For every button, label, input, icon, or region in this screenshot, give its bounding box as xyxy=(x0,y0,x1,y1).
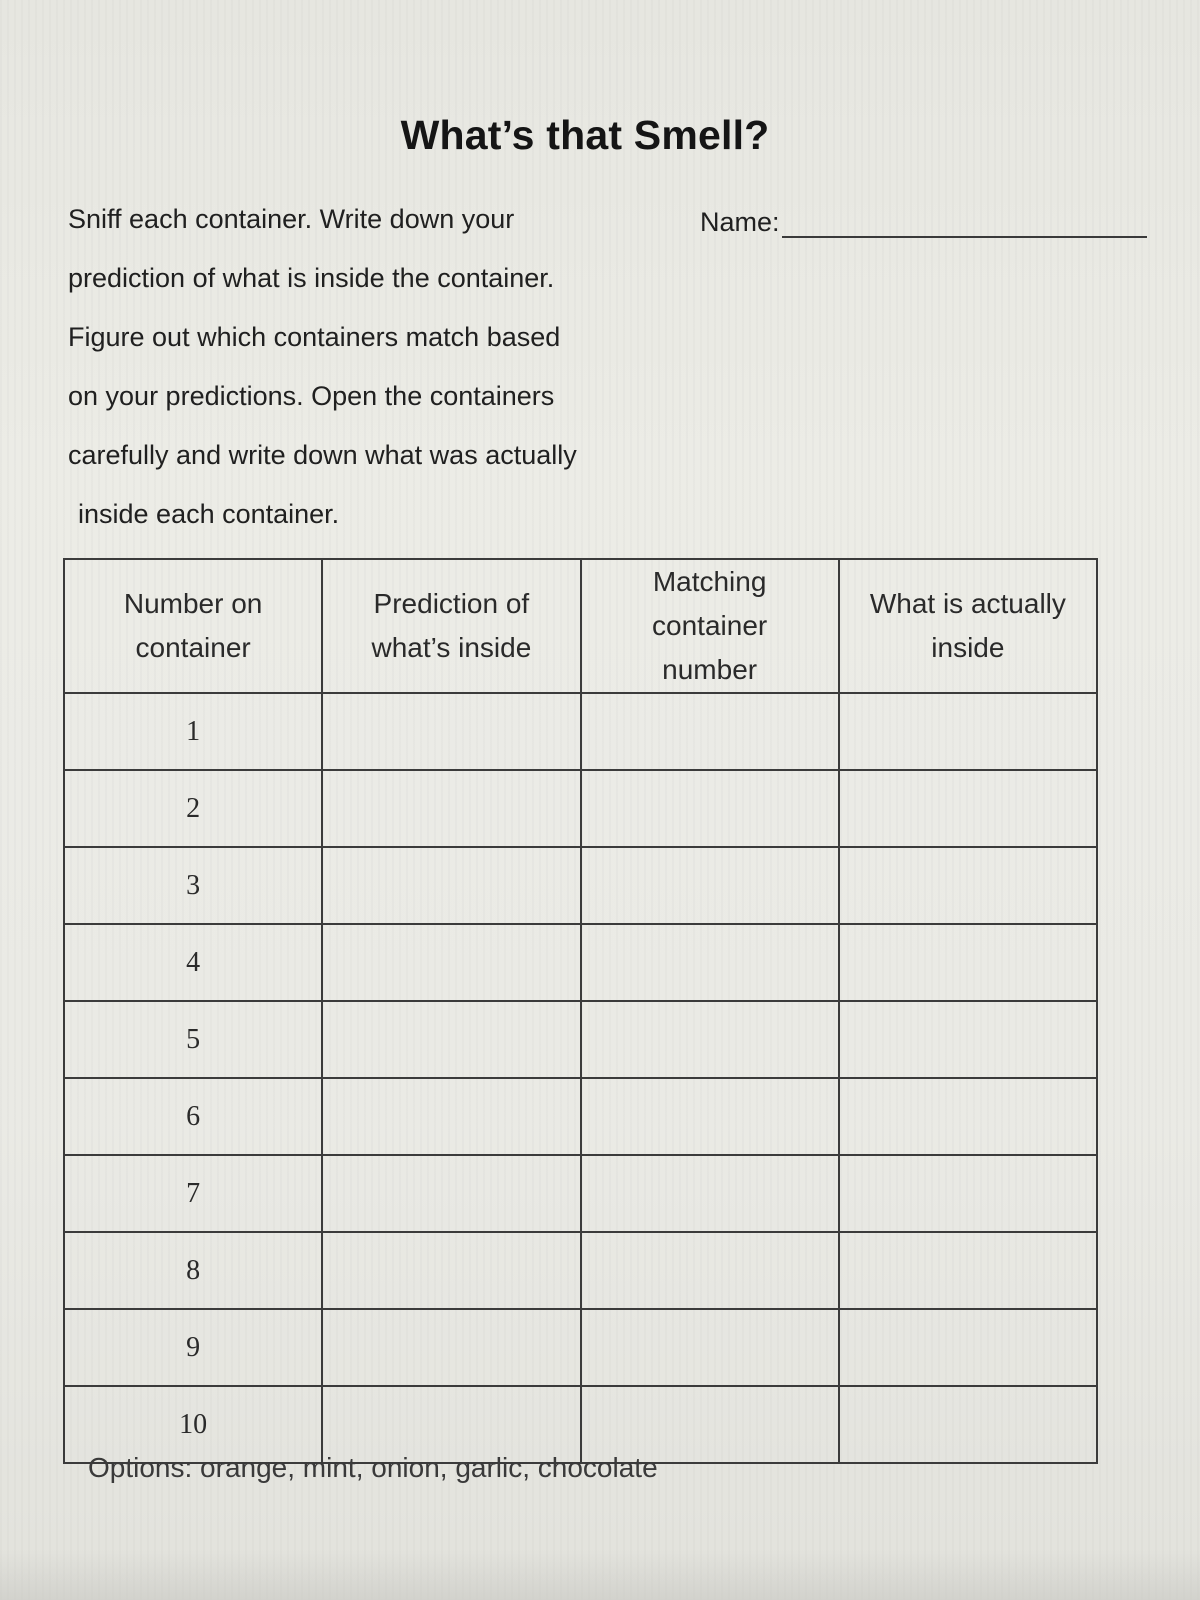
header-text-line: what’s inside xyxy=(371,632,532,663)
screen-edge-shadow xyxy=(0,1550,1200,1600)
name-input-line[interactable] xyxy=(782,200,1147,238)
prediction-cell[interactable] xyxy=(322,1309,580,1386)
table-row xyxy=(64,1309,1097,1386)
matching-cell[interactable] xyxy=(581,770,839,847)
instruction-line: on your predictions. Open the containers xyxy=(68,381,555,411)
matching-cell[interactable] xyxy=(581,1309,839,1386)
header-text-line: Number on xyxy=(123,588,263,619)
container-number-cell: 7 xyxy=(64,1155,322,1232)
matching-cell[interactable] xyxy=(581,924,839,1001)
container-number-cell: 4 xyxy=(64,924,322,1001)
prediction-cell[interactable] xyxy=(322,1078,580,1155)
matching-cell[interactable] xyxy=(581,1232,839,1309)
page-title: What’s that Smell? xyxy=(400,112,770,158)
header-number-on-container xyxy=(64,559,322,693)
container-number-cell: 2 xyxy=(64,770,322,847)
container-number-cell: 1 xyxy=(64,693,322,770)
header-text-line: What is actually xyxy=(869,588,1066,619)
actual-cell[interactable] xyxy=(839,847,1097,924)
table-header-row xyxy=(64,559,1097,693)
matching-cell[interactable] xyxy=(581,1078,839,1155)
name-field xyxy=(700,200,1147,238)
actual-cell[interactable] xyxy=(839,1232,1097,1309)
instruction-line: Figure out which containers match based xyxy=(68,322,561,352)
actual-cell[interactable] xyxy=(839,924,1097,1001)
actual-cell[interactable] xyxy=(839,1386,1097,1463)
prediction-cell[interactable] xyxy=(322,924,580,1001)
prediction-cell[interactable] xyxy=(322,1155,580,1232)
actual-cell[interactable] xyxy=(839,1001,1097,1078)
table-row xyxy=(64,1155,1097,1232)
header-matching-container xyxy=(581,559,839,693)
header-text-line: Matching xyxy=(652,566,767,597)
container-number-cell: 5 xyxy=(64,1001,322,1078)
actual-cell[interactable] xyxy=(839,693,1097,770)
actual-cell[interactable] xyxy=(839,1078,1097,1155)
actual-cell[interactable] xyxy=(839,770,1097,847)
instruction-line: prediction of what is inside the container. xyxy=(68,263,555,293)
header-text-line: container xyxy=(135,632,251,663)
prediction-cell[interactable] xyxy=(322,1001,580,1078)
actual-cell[interactable] xyxy=(839,1309,1097,1386)
matching-cell[interactable] xyxy=(581,693,839,770)
smell-table xyxy=(63,558,1098,1464)
container-number-cell: 6 xyxy=(64,1078,322,1155)
instructions xyxy=(68,190,668,544)
actual-cell[interactable] xyxy=(839,1155,1097,1232)
instruction-line: carefully and write down what was actually xyxy=(68,440,577,470)
header-text-line: Prediction of xyxy=(373,588,530,619)
header-text-line: container xyxy=(652,610,768,641)
table-row xyxy=(64,1001,1097,1078)
matching-cell[interactable] xyxy=(581,847,839,924)
table-row xyxy=(64,1078,1097,1155)
table-row xyxy=(64,1232,1097,1309)
container-number-cell: 3 xyxy=(64,847,322,924)
header-prediction xyxy=(322,559,580,693)
header-actually-inside xyxy=(839,559,1097,693)
header-text-line: number xyxy=(662,654,758,685)
options-note: Options: orange, mint, onion, garlic, chocolate xyxy=(88,1452,658,1483)
container-number-cell: 10 xyxy=(64,1386,322,1463)
table-row xyxy=(64,693,1097,770)
container-number-cell: 9 xyxy=(64,1309,322,1386)
matching-cell[interactable] xyxy=(581,1155,839,1232)
table-row xyxy=(64,847,1097,924)
matching-cell[interactable] xyxy=(581,1001,839,1078)
table-row xyxy=(64,770,1097,847)
header-text-line: inside xyxy=(931,632,1005,663)
prediction-cell[interactable] xyxy=(322,693,580,770)
instruction-line: inside each container. xyxy=(78,499,340,529)
instruction-line: Sniff each container. Write down your xyxy=(68,204,515,234)
container-number-cell: 8 xyxy=(64,1232,322,1309)
table-row xyxy=(64,924,1097,1001)
prediction-cell[interactable] xyxy=(322,1232,580,1309)
prediction-cell[interactable] xyxy=(322,847,580,924)
prediction-cell[interactable] xyxy=(322,770,580,847)
name-label: Name: xyxy=(700,207,780,237)
